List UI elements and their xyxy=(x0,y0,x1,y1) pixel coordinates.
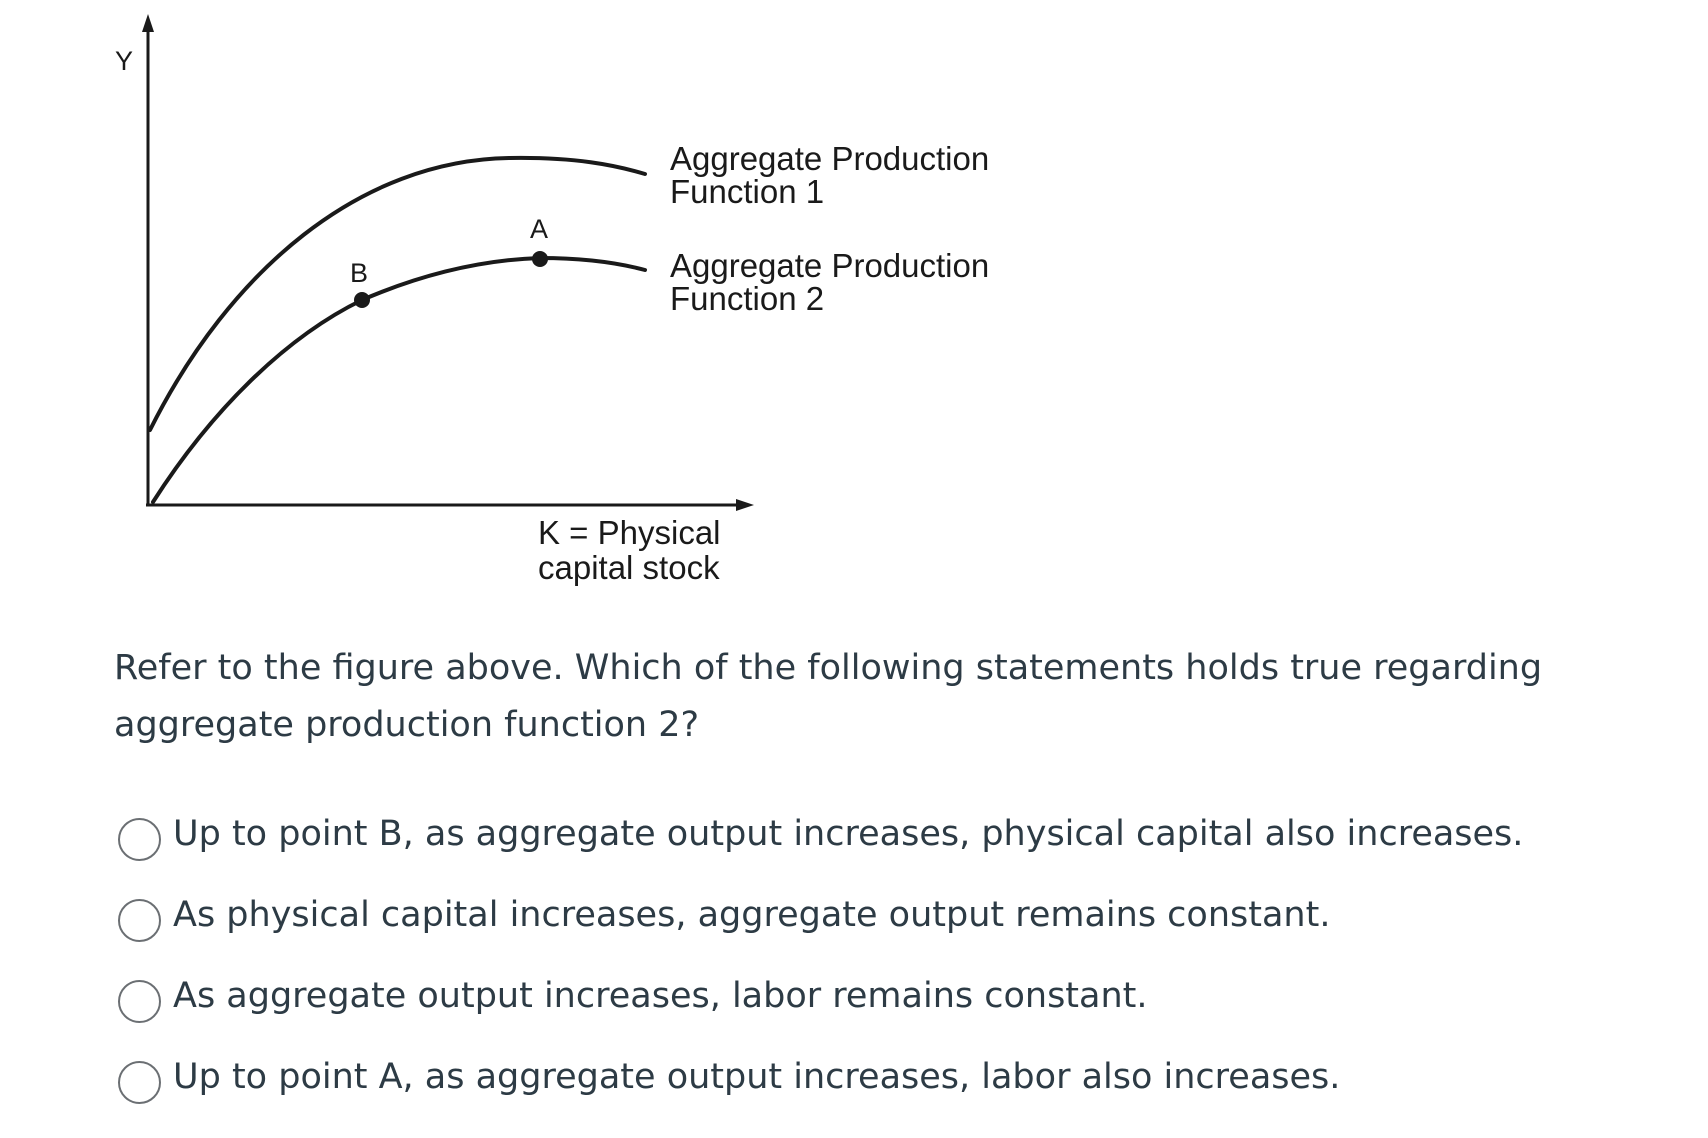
x-axis-label-line1: K = Physical xyxy=(538,514,721,551)
curve1-label-line2: Function 1 xyxy=(670,173,825,210)
answer-option-2-label: As physical capital increases, aggregate output remains constant. xyxy=(173,895,1331,935)
point-a-label: A xyxy=(530,214,549,244)
production-function-2-curve xyxy=(153,258,645,502)
curve2-label-line2: Function 2 xyxy=(670,280,825,317)
x-axis-arrow xyxy=(736,499,754,511)
answer-options xyxy=(118,806,1678,1130)
production-function-figure xyxy=(0,0,1100,600)
question-text: Refer to the figure above. Which of the following statements holds true regarding aggregate production function 2? xyxy=(114,648,1543,745)
point-b-marker xyxy=(354,292,370,308)
curve2-label-line1: Aggregate Production xyxy=(670,247,990,284)
radio-button-1[interactable] xyxy=(118,818,161,861)
answer-option-1-label: Up to point B, as aggregate output increases, physical capital also increases. xyxy=(173,814,1524,854)
y-axis-label: Y xyxy=(115,46,134,76)
radio-button-4[interactable] xyxy=(118,1061,161,1104)
answer-option-3[interactable] xyxy=(118,968,1678,1049)
answer-option-4-label: Up to point A, as aggregate output increases, labor also increases. xyxy=(173,1057,1341,1097)
axes xyxy=(142,14,754,511)
point-a-marker xyxy=(532,251,548,267)
radio-button-3[interactable] xyxy=(118,980,161,1023)
y-axis-arrow xyxy=(142,14,154,32)
radio-button-2[interactable] xyxy=(118,899,161,942)
x-axis-label-line2: capital stock xyxy=(538,549,720,586)
curve1-label-line1: Aggregate Production xyxy=(670,140,990,177)
production-function-1-curve xyxy=(150,158,645,430)
point-b-label: B xyxy=(350,258,369,288)
answer-option-1[interactable] xyxy=(118,806,1678,887)
answer-option-4[interactable] xyxy=(118,1049,1678,1130)
answer-option-2[interactable] xyxy=(118,887,1678,968)
answer-option-3-label: As aggregate output increases, labor remains constant. xyxy=(173,976,1148,1016)
